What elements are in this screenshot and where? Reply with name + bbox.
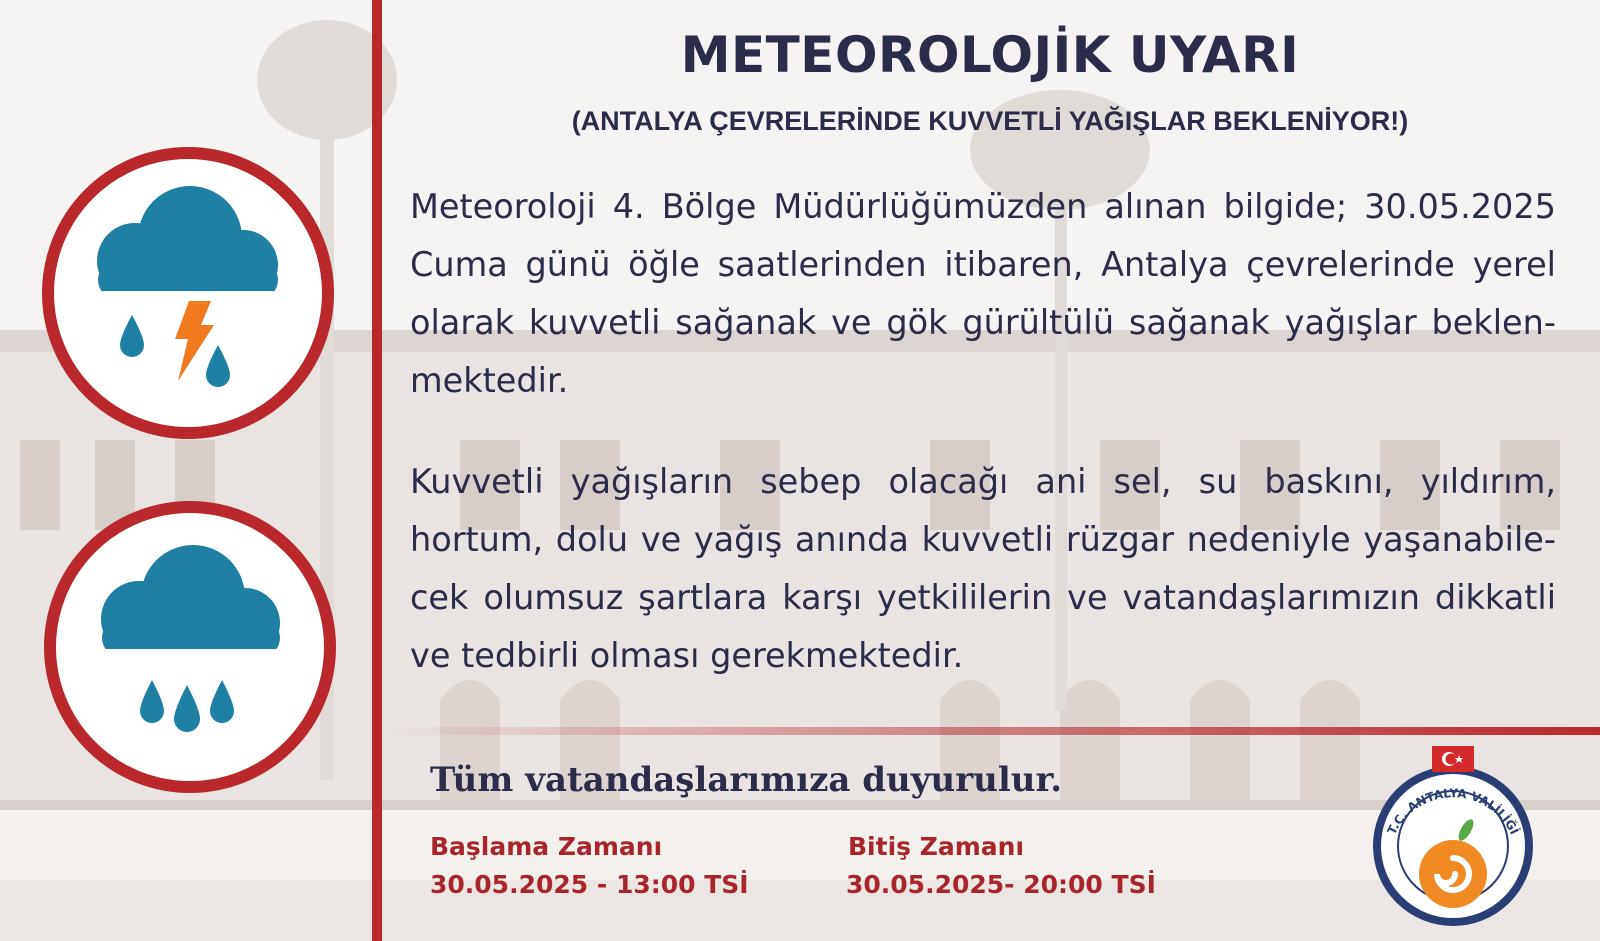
svg-text:T.C. ANTALYA VALİLİĞİ: T.C. ANTALYA VALİLİĞİ bbox=[1384, 786, 1522, 837]
warning-paragraph-1: Meteoroloji 4. Bölge Müdürlüğümüzden alınan bilgide; 30.05.2025 Cuma günü öğle saatlerinden itibaren, Antalya çevrelerinde yerel olarak kuvvetli sağanak ve gök gürültülü sağanak yağışlar beklenmektedir. bbox=[410, 187, 1556, 400]
red-horizontal-divider bbox=[382, 727, 1600, 735]
end-time-label: Bitiş Zamanı bbox=[848, 832, 1025, 861]
start-time-label: Başlama Zamanı bbox=[430, 832, 663, 861]
antalya-governorship-logo bbox=[1362, 746, 1544, 928]
start-time-value: 30.05.2025 - 13:00 TSİ bbox=[430, 870, 749, 899]
public-notice: Tüm vatandaşlarımıza duyurulur. bbox=[430, 760, 1063, 800]
thunderstorm-icon bbox=[38, 143, 338, 443]
warning-paragraph-2: Kuvvetli yağışların sebep olacağı ani sel, su baskını, yıldırım, hortum, dolu ve yağış anında kuvvetli rüzgar nedeniyle yaşanabilecek olumsuz şartlara karşı yetkililerin ve vatandaşlarımızın dikkatli ve tedbirli olması gerekmektedir. bbox=[410, 462, 1556, 675]
page-title: METEOROLOJİK UYARI bbox=[680, 26, 1300, 84]
end-time-value: 30.05.2025- 20:00 TSİ bbox=[846, 870, 1156, 899]
page-subtitle: (ANTALYA ÇEVRELERİNDE KUVVETLİ YAĞIŞLAR BEKLENİYOR!) bbox=[571, 106, 1409, 136]
rain-icon bbox=[40, 497, 340, 797]
red-vertical-divider bbox=[372, 0, 382, 941]
